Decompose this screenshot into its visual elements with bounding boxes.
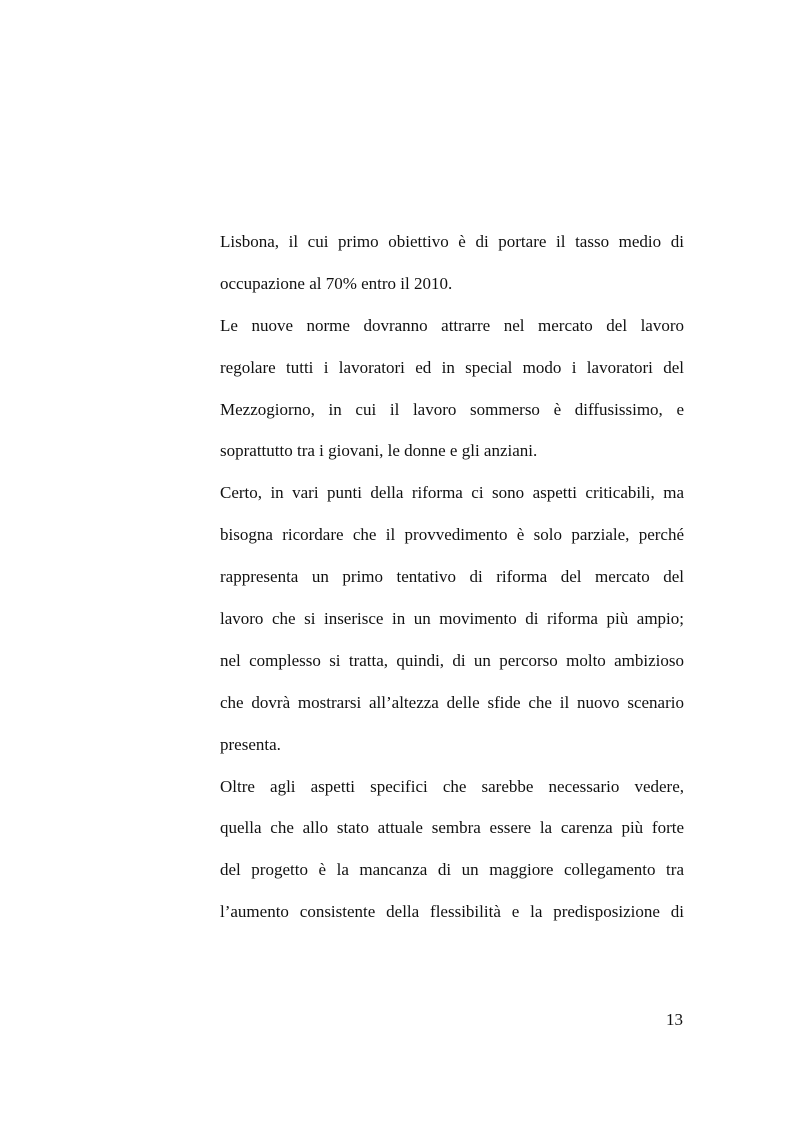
text-line: regolare tutti i lavoratori ed in special modo i lavoratori del: [220, 357, 684, 377]
text-line: Oltre agli aspetti specifici che sarebbe necessario vedere,: [220, 776, 684, 796]
text-line: del progetto è la mancanza di un maggiore collegamento tra: [220, 860, 684, 880]
text-line: presenta.: [220, 734, 281, 754]
text-line: Mezzogiorno, in cui il lavoro sommerso è diffusissimo, e: [220, 399, 684, 419]
body-text: [220, 228, 684, 940]
text-line: nel complesso si tratta, quindi, di un percorso molto ambizioso: [220, 650, 684, 670]
text-line: Certo, in vari punti della riforma ci sono aspetti criticabili, ma: [220, 483, 684, 503]
page-number: 13: [666, 1010, 683, 1029]
text-line: Le nuove norme dovranno attrarre nel mercato del lavoro: [220, 315, 684, 335]
text-line: lavoro che si inserisce in un movimento di riforma più ampio;: [220, 609, 684, 629]
text-line: quella che allo stato attuale sembra essere la carenza più forte: [220, 818, 684, 838]
text-line: che dovrà mostrarsi all’altezza delle sfide che il nuovo scenario: [220, 692, 684, 712]
text-line: rappresenta un primo tentativo di riforma del mercato del: [220, 567, 684, 587]
text-line: soprattutto tra i giovani, le donne e gli anziani.: [220, 441, 538, 461]
text-line: l’aumento consistente della flessibilità e la predisposizione di: [220, 902, 684, 922]
text-line: occupazione al 70% entro il 2010.: [220, 273, 453, 293]
text-line: bisogna ricordare che il provvedimento è solo parziale, perché: [220, 525, 684, 545]
text-line: Lisbona, il cui primo obiettivo è di portare il tasso medio di: [220, 232, 684, 251]
